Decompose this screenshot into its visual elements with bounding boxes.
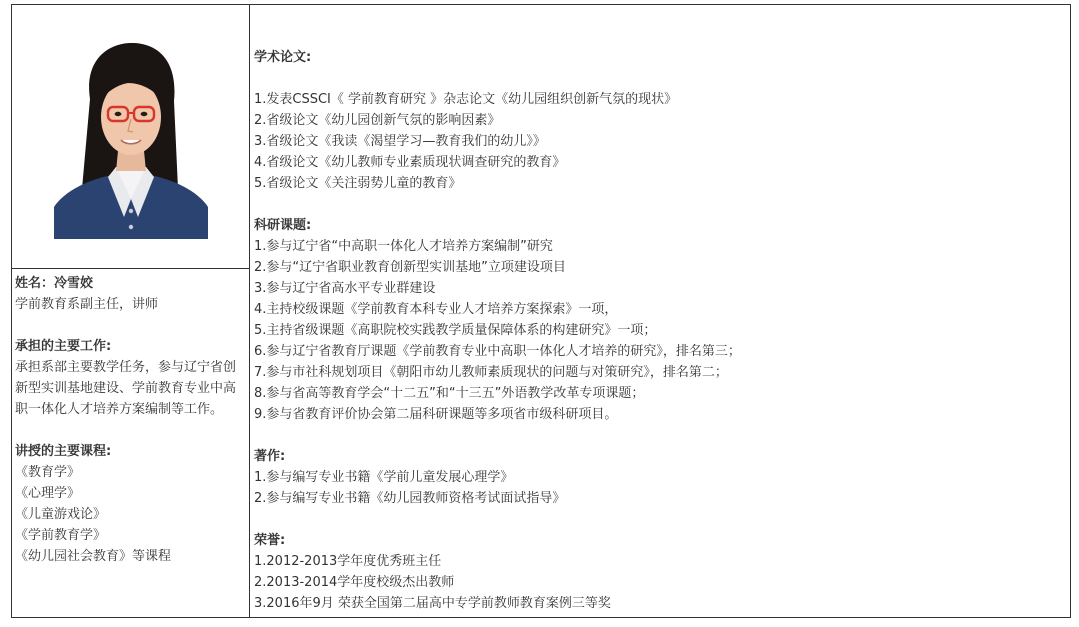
honors-title: 荣誉:: [254, 533, 286, 548]
course-item: 《儿童游戏论》: [15, 507, 107, 522]
course-item: 《教育学》: [15, 465, 81, 480]
research-item: 1.参与辽宁省“中高职一体化人才培养方案编制”研究: [254, 239, 553, 254]
course-item: 《学前教育学》: [15, 528, 107, 543]
honor-item: 1.2012-2013学年度优秀班主任: [254, 554, 442, 569]
research-item: 6.参与辽宁省教育厅课题《学前教育专业中高职一体化人才培养的研究》，排名第三；: [254, 344, 741, 359]
research-item: 8.参与省高等教育学会“十二五”和“十三五”外语教学改革专项课题；: [254, 386, 645, 401]
honor-item: 2.2013-2014学年度校级杰出教师: [254, 575, 455, 590]
paper-item: 1.发表CSSCI《 学前教育研究 》杂志论文《幼儿园组织创新气氛的现状》: [254, 92, 678, 107]
research-item: 3.参与辽宁省高水平专业群建设: [254, 281, 436, 296]
research-item: 9.参与省教育评价协会第二届科研课题等多项省市级科研项目。: [254, 407, 618, 422]
papers-title: 学术论文:: [254, 50, 312, 65]
profile-info: [15, 273, 243, 567]
research-item: 2.参与“辽宁省职业教育创新型实训基地”立项建设项目: [254, 260, 566, 275]
book-item: 1.参与编写专业书籍《学前儿童发展心理学》: [254, 470, 514, 485]
work-text: 承担系部主要教学任务，参与辽宁省创新型实训基地建设、学前教育专业中高职一体化人才培养方案编制等工作。: [15, 360, 237, 417]
honor-item: 3.2016年9月 荣获全国第二届高中专学前教师教育案例三等奖: [254, 596, 611, 611]
profile-name: 姓名：冷雪姣: [15, 276, 94, 291]
courses-title: 讲授的主要课程:: [15, 444, 112, 459]
profile-table: [11, 4, 1071, 618]
profile-left-column: [12, 5, 250, 617]
profile-position: 学前教育系副主任，讲师: [15, 297, 159, 312]
book-item: 2.参与编写专业书籍《幼儿园教师资格考试面试指导》: [254, 491, 566, 506]
paper-item: 4.省级论文《幼儿教师专业素质现状调查研究的教育》: [254, 155, 566, 170]
research-item: 7.参与市社科规划项目《朝阳市幼儿教师素质现状的问题与对策研究》，排名第二；: [254, 365, 728, 380]
books-title: 著作:: [254, 449, 286, 464]
work-title: 承担的主要工作:: [15, 339, 112, 354]
profile-right-column: [254, 47, 1064, 614]
research-title: 科研课题:: [254, 218, 312, 233]
photo-cell: [12, 5, 249, 269]
research-item: 5.主持省级课题《高职院校实践教学质量保障体系的构建研究》一项；: [254, 323, 657, 338]
paper-item: 2.省级论文《幼儿园创新气氛的影响因素》: [254, 113, 501, 128]
research-item: 4.主持校级课题《学前教育本科专业人才培养方案探索》一项，: [254, 302, 618, 317]
course-item: 《幼儿园社会教育》等课程: [15, 549, 172, 564]
course-item: 《心理学》: [15, 486, 81, 501]
profile-photo: [54, 39, 208, 239]
paper-item: 5.省级论文《关注弱势儿童的教育》: [254, 176, 462, 191]
paper-item: 3.省级论文《我读《渴望学习—教育我们的幼儿》》: [254, 134, 546, 149]
